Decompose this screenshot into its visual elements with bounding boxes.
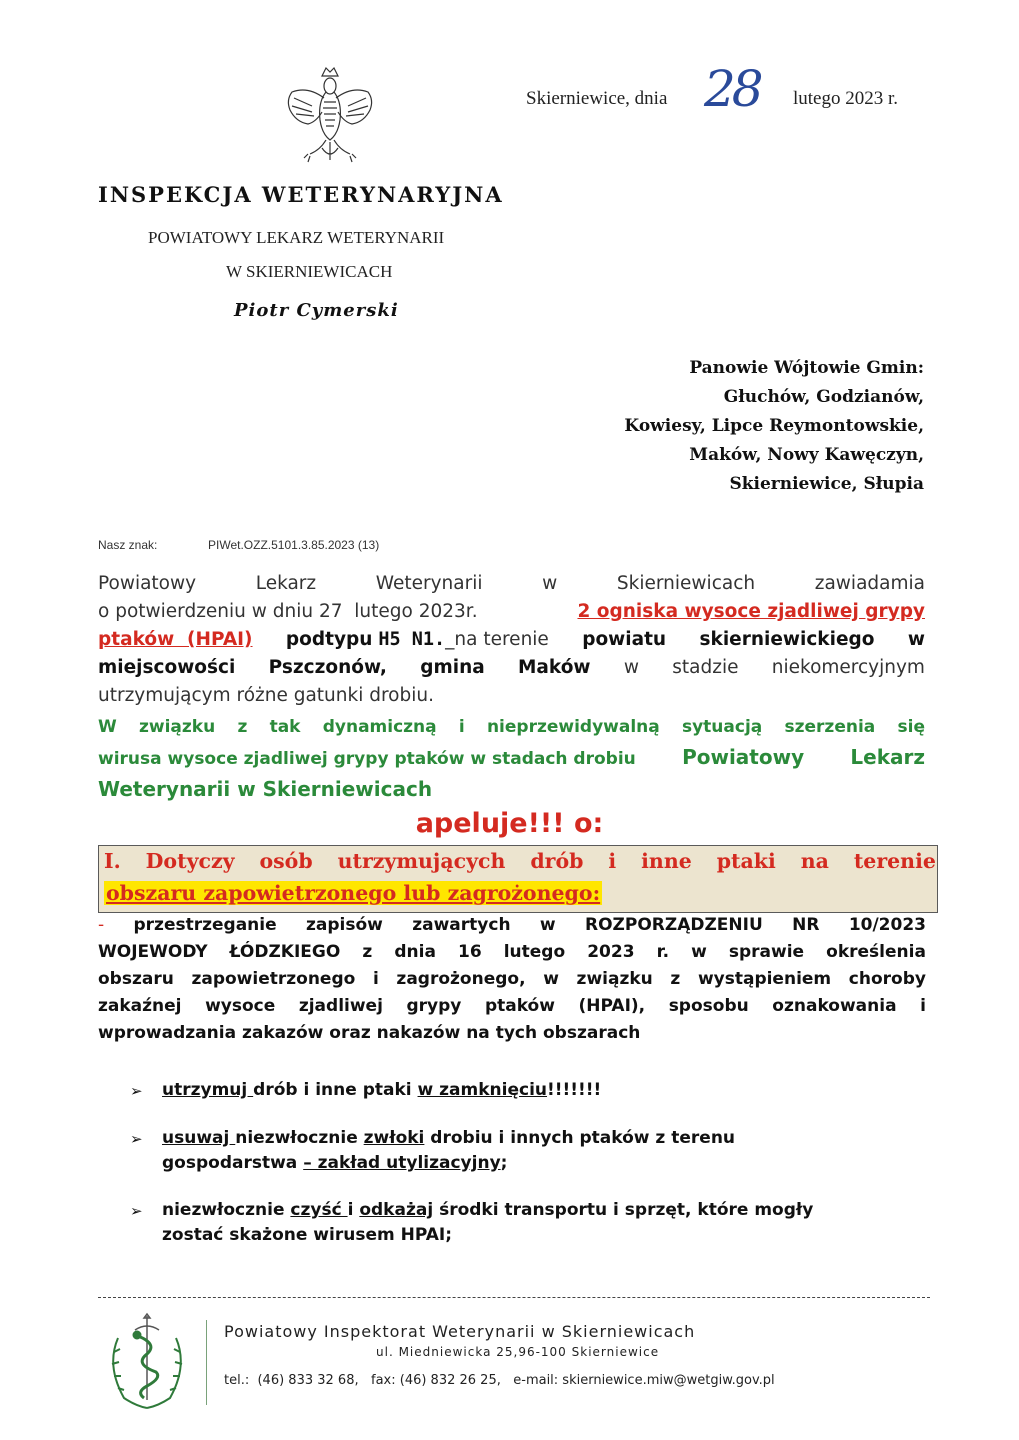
word: terenie <box>853 849 936 873</box>
paragraph-line <box>98 966 926 993</box>
word: WOJEWODY <box>98 942 208 962</box>
paragraph-line <box>98 682 925 710</box>
underlined-text: – zakład utylizacyjny <box>303 1153 501 1173</box>
word: NR <box>792 915 820 935</box>
word: zawartych <box>412 915 511 935</box>
word: wprowadzania zakazów oraz nakazów na tych obszarach <box>98 1023 641 1043</box>
word: I. <box>104 849 121 873</box>
word: zawiadamia <box>814 573 925 594</box>
word: Skierniewicach <box>616 573 756 594</box>
word: i <box>458 717 465 737</box>
text: środki transportu i sprzęt, które mogły <box>433 1200 814 1220</box>
paragraph-line <box>98 742 925 774</box>
text: gospodarstwa <box>162 1153 304 1173</box>
word: w <box>623 657 639 678</box>
word: zapowietrzonego <box>191 969 356 989</box>
reference-number: PIWet.OZZ.5101.3.85.2023 (13) <box>208 538 380 552</box>
text: niezwłocznie <box>235 1128 364 1148</box>
word: stadzie <box>672 657 739 678</box>
word: inne <box>641 849 692 873</box>
word: Dotyczy <box>145 849 235 873</box>
word: ptaków <box>484 996 555 1016</box>
word: i <box>920 996 926 1016</box>
word: skierniewickiego <box>699 629 875 650</box>
underlined-text: odkażaj <box>359 1200 434 1220</box>
date-day-handwritten: 28 <box>704 60 760 118</box>
word: określenia <box>826 942 926 962</box>
text: zostać skażone wirusem HPAI; <box>162 1225 453 1245</box>
subtype-label: podtypu <box>285 629 373 650</box>
word: lutego <box>503 942 566 962</box>
word: w <box>542 573 558 594</box>
word: 10/2023 <box>848 915 926 935</box>
word: 2023 <box>587 942 635 962</box>
footer-divider <box>98 1297 930 1298</box>
text: !!!!!!! <box>547 1080 602 1100</box>
word: Lekarz <box>850 745 925 769</box>
appeal-heading: apeluje!!! o: <box>415 808 604 839</box>
word: ŁÓDZKIEGO <box>229 942 341 962</box>
word: zakaźnej <box>98 996 182 1016</box>
paragraph-line <box>98 939 926 966</box>
word: Lekarz <box>255 573 317 594</box>
word: drób <box>530 849 584 873</box>
word: tak <box>269 717 301 737</box>
polish-eagle-emblem-icon <box>282 62 378 168</box>
paragraph-line <box>98 712 925 742</box>
word: gmina <box>420 657 485 678</box>
appeal-context-paragraph <box>98 712 925 804</box>
text: drób i inne ptaki <box>253 1080 418 1100</box>
word: ptaki <box>716 849 776 873</box>
word: Powiatowy <box>98 573 197 594</box>
word: powiatu <box>582 629 667 650</box>
institution-office: POWIATOWY LEKARZ WETERYNARII <box>148 228 445 247</box>
institution-name: INSPEKCJA WETERYNARYJNA <box>98 182 504 207</box>
outbreak-highlight: 2 ogniska wysoce zjadliwej grypy <box>577 601 925 622</box>
underlined-text: w zamknięciu <box>417 1080 548 1100</box>
footer-organization-name: Powiatowy Inspektorat Weterynarii w Skierniewicach <box>224 1322 696 1341</box>
word: utrzymującym różne gatunki drobiu. <box>98 685 434 706</box>
word: związku <box>139 717 216 737</box>
reference-label: Nasz znak: <box>98 538 158 552</box>
recipient-line: Panowie Wójtowie Gmin: <box>689 358 924 378</box>
list-item <box>130 1198 920 1248</box>
confirmation-date-text: o potwierdzeniu w dniu 27 lutego 2023r. <box>98 601 478 622</box>
word: zagrożonego, <box>396 969 526 989</box>
paragraph-line <box>98 570 925 598</box>
recipient-line: Kowiesy, Lipce Reymontowskie, <box>624 416 924 436</box>
word: wysoce <box>205 996 276 1016</box>
word: z <box>362 942 373 962</box>
footer-separator <box>206 1320 207 1405</box>
recipient-line: Skierniewice, Słupia <box>729 474 924 494</box>
word: niekomercyjnym <box>771 657 925 678</box>
word: w <box>691 942 707 962</box>
word: szerzenia <box>784 717 876 737</box>
word: Pszczonów, <box>268 657 387 678</box>
text: drobiu i innych ptaków z terenu <box>424 1128 736 1148</box>
section-i-area-highlight: obszaru zapowietrzonego lub zagrożonego: <box>106 881 601 905</box>
word: na <box>800 849 829 873</box>
word: choroby <box>848 969 926 989</box>
word: w <box>539 915 556 935</box>
word: dnia <box>394 942 436 962</box>
area-text: _na terenie <box>445 629 549 650</box>
dash-marker: - <box>98 915 105 935</box>
underlined-text: utrzymuj <box>162 1080 254 1100</box>
paragraph-line <box>98 1020 926 1047</box>
paragraph-line <box>98 654 925 682</box>
word: grypy <box>406 996 462 1016</box>
veterinary-caduceus-logo-icon <box>104 1312 190 1412</box>
word: wystąpieniem <box>697 969 832 989</box>
list-item <box>130 1126 920 1176</box>
word: zjadliwej <box>298 996 383 1016</box>
paragraph-line <box>98 912 926 939</box>
word: ROZPORZĄDZENIU <box>585 915 763 935</box>
announcement-paragraph <box>98 570 925 710</box>
arrow-bullet-icon: ➢ <box>130 1130 143 1148</box>
recipient-line: Głuchów, Godzianów, <box>723 387 924 407</box>
text: niezwłocznie <box>162 1200 291 1220</box>
text: i <box>347 1200 360 1220</box>
word: i <box>372 969 379 989</box>
date-place-label: Skierniewice, dnia <box>526 88 668 109</box>
word: osób <box>259 849 313 873</box>
instructions-list <box>130 1078 920 1270</box>
paragraph-line <box>98 598 925 626</box>
hpai-highlight: ptaków (HPAI) <box>98 629 253 650</box>
word: oznakowania <box>772 996 897 1016</box>
word: r. <box>656 942 670 962</box>
word: związku <box>576 969 653 989</box>
word: Weterynarii <box>375 573 483 594</box>
word: W <box>98 717 117 737</box>
word: Weterynarii w Skierniewicach <box>98 777 433 801</box>
word: Powiatowy <box>682 745 805 769</box>
list-item <box>130 1078 920 1104</box>
word: w <box>543 969 559 989</box>
word: sposobu <box>668 996 749 1016</box>
word: z <box>670 969 681 989</box>
word: zapisów <box>306 915 383 935</box>
underlined-text: usuwaj <box>162 1128 236 1148</box>
underlined-text: czyść <box>290 1200 348 1220</box>
regulation-paragraph <box>98 912 926 1047</box>
footer-contact: tel.: (46) 833 32 68, fax: (46) 832 26 25, e-mail: skierniewice.miw@wetgiw.gov.pl <box>224 1373 775 1388</box>
word: nieprzewidywalną <box>486 717 660 737</box>
word: dynamiczną <box>322 717 437 737</box>
subtype-value: H5 N1. <box>378 629 446 650</box>
institution-person: Piotr Cymerski <box>234 300 399 321</box>
text: ; <box>500 1153 508 1173</box>
word: w <box>907 629 925 650</box>
word: z <box>237 717 248 737</box>
paragraph-line <box>98 626 925 654</box>
date-month-year: lutego 2023 r. <box>793 88 899 109</box>
word: wirusa wysoce zjadliwej grypy ptaków w stadach drobiu <box>98 749 636 769</box>
word: 16 <box>457 942 482 962</box>
word: obszaru <box>98 969 174 989</box>
recipients-block <box>424 354 924 499</box>
underlined-text: zwłoki <box>363 1128 425 1148</box>
institution-location: W SKIERNIEWICACH <box>226 262 393 281</box>
paragraph-line <box>98 993 926 1020</box>
paragraph-line <box>98 774 925 804</box>
word: się <box>897 717 925 737</box>
word: miejscowości <box>98 657 236 678</box>
footer-address: ul. Miedniewicka 25,96-100 Skierniewice <box>376 1345 660 1359</box>
arrow-bullet-icon: ➢ <box>130 1082 143 1100</box>
word: i <box>608 849 617 873</box>
section-i-heading <box>104 849 936 873</box>
word: utrzymujących <box>337 849 506 873</box>
word: sprawie <box>728 942 805 962</box>
arrow-bullet-icon: ➢ <box>130 1202 143 1220</box>
recipient-line: Maków, Nowy Kawęczyn, <box>689 445 924 465</box>
word: Maków <box>518 657 591 678</box>
word: przestrzeganie <box>133 915 277 935</box>
word: (HPAI), <box>578 996 646 1016</box>
word: sytuacją <box>681 717 763 737</box>
